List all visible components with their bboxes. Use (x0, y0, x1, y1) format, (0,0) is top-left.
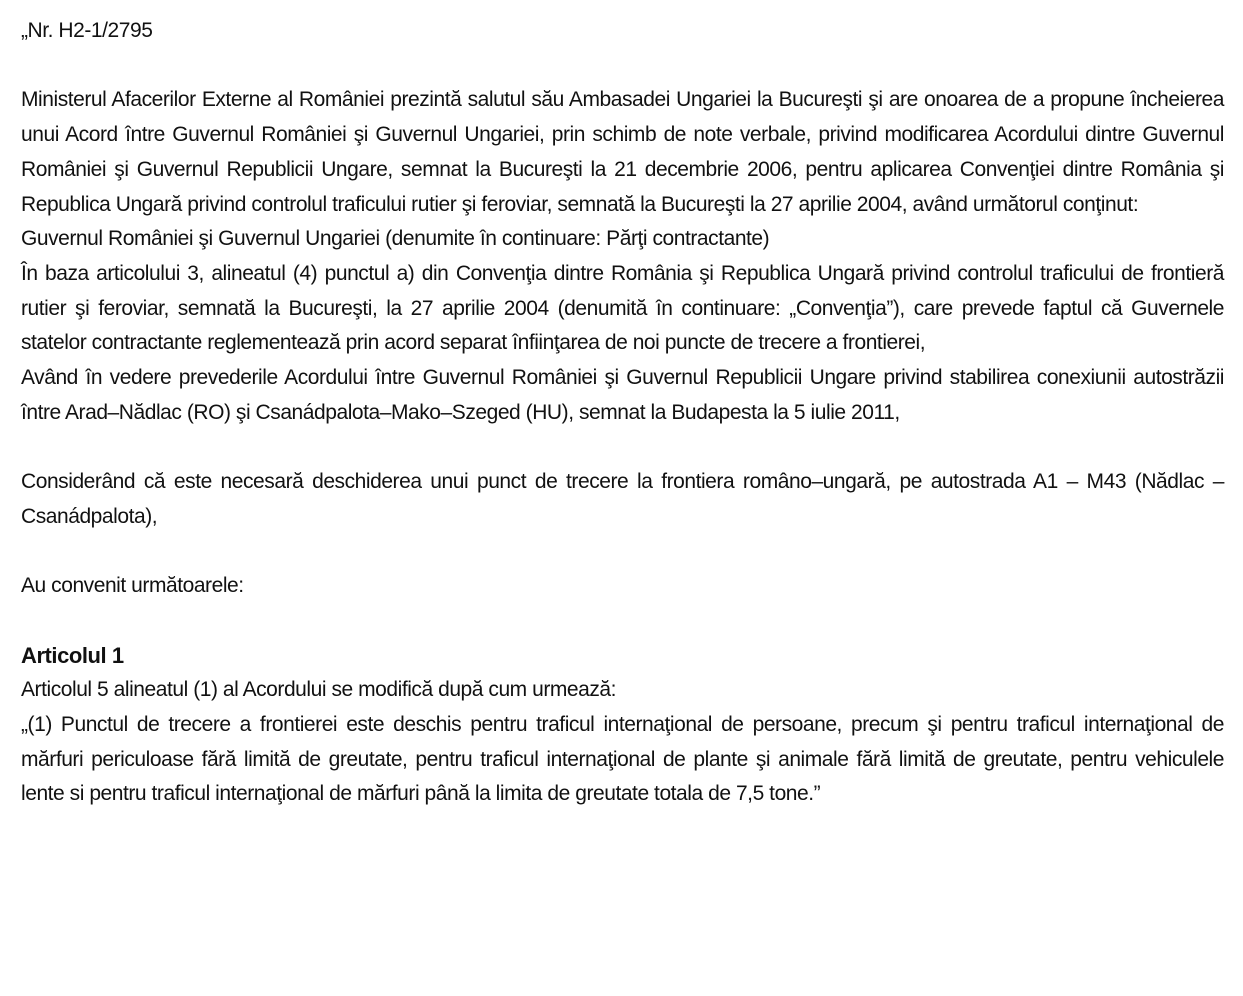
document-page (21, 14, 1224, 812)
necessity-paragraph: Considerând că este necesară deschiderea unui punct de trecere la frontiera româno–ungară, pe autostrada A1 – M43 (Nădlac – Csanádpalota), (21, 470, 1224, 528)
blank-line (21, 535, 1224, 570)
article-intro: Articolul 5 alineatul (1) al Acordului se modifică după cum urmează: (21, 678, 617, 702)
blank-line (21, 430, 1224, 465)
blank-line (21, 604, 1224, 639)
intro-paragraph: Ministerul Afacerilor Externe al României prezintă salutul său Ambasadei Ungariei la Bucureşti şi are onoarea de a propune încheierea unui Acord între Guvernul României şi Guvernul Ungariei, prin schimb de note verbale, privind modificarea Acordului dintre Guvernul României şi Guvernul Republicii Ungare, semnat la Bucureşti la 21 decembrie 2006, pentru aplicarea Convenţiei dintre România şi Republica Ungară privind controlul traficului rutier şi feroviar, semnată la Bucureşti la 27 aprilie 2004, având următorul conţinut: (21, 88, 1224, 216)
article-text: „(1) Punctul de trecere a frontierei este deschis pentru traficul internaţional de persoane, precum şi pentru traficul internaţional de mărfuri periculoase fără limită de greutate, pentru traficul internaţional de plante şi animale fără limită de greutate, pentru vehiculele lente si pentru traficul internaţional de mărfuri până la limita de greutate totala de 7,5 tone.” (21, 713, 1224, 806)
article-heading: Articolul 1 (21, 642, 124, 668)
document-reference: „Nr. H2-1/2795 (21, 19, 153, 42)
blank-line (21, 49, 1224, 84)
agreed-paragraph: Au convenit următoarele: (21, 574, 244, 598)
considering-paragraph: Având în vedere prevederile Acordului între Guvernul României şi Guvernul Republicii Ungare privind stabilirea conexiunii autostrăzii între Arad–Nădlac (RO) şi Csanádpalota–Mako–Szeged (HU), semnat la Budapesta la 5 iulie 2011, (21, 366, 1224, 424)
parties-paragraph: Guvernul României şi Guvernul Ungariei (denumite în continuare: Părţi contractante) (21, 227, 770, 251)
basis-paragraph: În baza articolului 3, alineatul (4) punctul a) din Convenţia dintre România şi Republica Ungară privind controlul traficului de frontieră rutier şi feroviar, semnată la Bucureşti, la 27 aprilie 2004 (denumită în continuare: „Convenţia”), care prevede faptul că Guvernele statelor contractante reglementează prin acord separat înfiinţarea de noi puncte de trecere a frontierei, (21, 261, 1224, 355)
